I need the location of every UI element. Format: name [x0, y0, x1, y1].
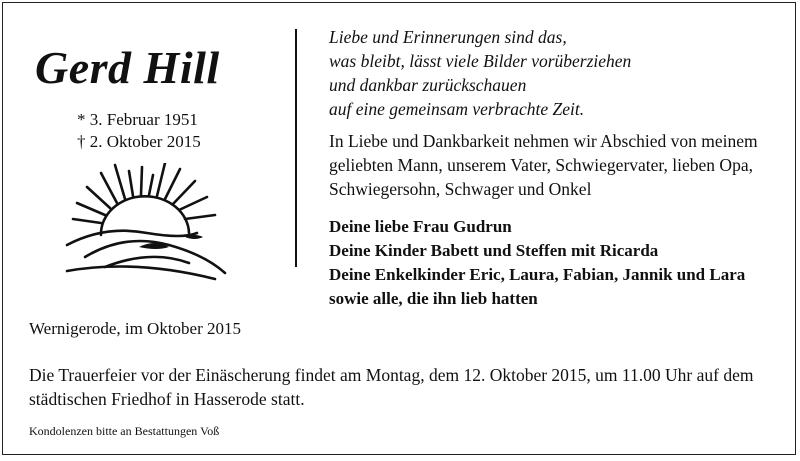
- poem-line: und dankbar zurückschauen: [329, 75, 527, 95]
- mourner-line: Deine Enkelkinder Eric, Laura, Fabian, Jannik und Lara: [329, 265, 746, 284]
- column-divider: [295, 29, 297, 267]
- death-date: † 2. Oktober 2015: [77, 132, 201, 151]
- mourner-line: Deine liebe Frau Gudrun: [329, 217, 512, 236]
- poem-line: auf eine gemeinsam verbrachte Zeit.: [329, 99, 585, 119]
- farewell-text: In Liebe und Dankbarkeit nehmen wir Abschied von meinem geliebten Mann, unserem Vater, Schwiegervater, lieben Opa, Schwiegersohn, Schwager und Onkel: [329, 131, 758, 199]
- sunset-over-hills-icon: [65, 163, 235, 283]
- mourner-line: Deine Kinder Babett und Steffen mit Ricarda: [329, 241, 659, 260]
- poem-line: was bleibt, lässt viele Bilder vorüberziehen: [329, 51, 632, 71]
- obituary-notice: [2, 2, 796, 455]
- place-and-date: Wernigerode, im Oktober 2015: [29, 319, 242, 338]
- deceased-name: Gerd Hill: [35, 42, 220, 93]
- funeral-announcement: Die Trauerfeier vor der Einäscherung findet am Montag, dem 12. Oktober 2015, um 11.00 Uhr auf dem städtischen Friedhof in Hasserode statt.: [29, 365, 754, 409]
- mourner-line: sowie alle, die ihn lieb hatten: [329, 289, 538, 308]
- poem-line: Liebe und Erinnerungen sind das,: [329, 27, 567, 47]
- birth-date: * 3. Februar 1951: [77, 110, 198, 129]
- memorial-poem: [329, 25, 631, 121]
- mourners-list: [329, 215, 745, 311]
- condolence-note: Kondolenzen bitte an Bestattungen Voß: [29, 424, 220, 438]
- life-dates: [77, 109, 201, 153]
